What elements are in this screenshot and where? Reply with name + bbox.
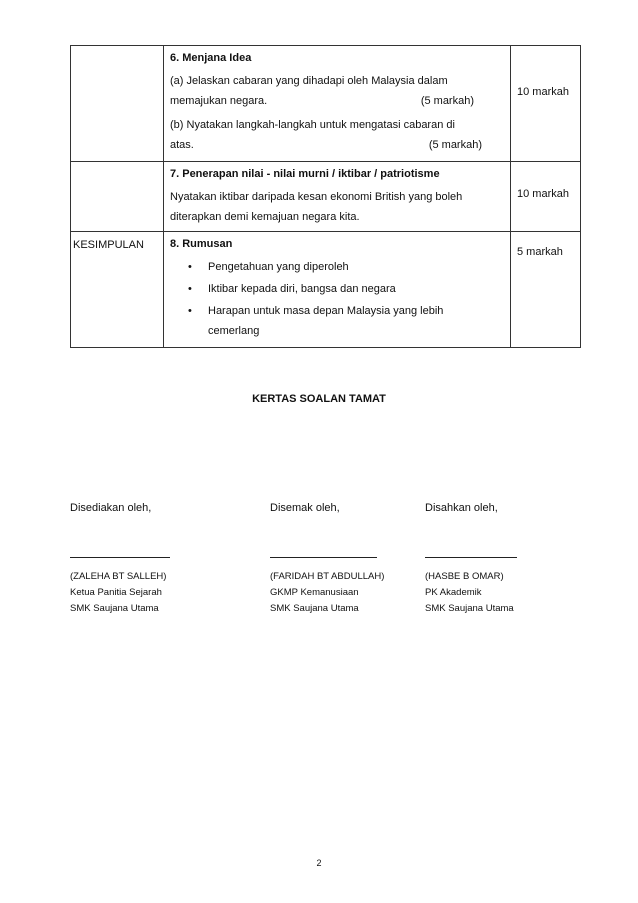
criteria-cell (164, 46, 511, 162)
criteria-heading: 8. Rumusan (170, 238, 233, 250)
bullet-icon: • (188, 305, 192, 317)
signatory-position: PK Akademik (425, 587, 482, 598)
signature-block (425, 502, 517, 614)
list-item: • Harapan untuk masa depan Malaysia yang lebih cemerlang (188, 301, 510, 341)
signature-line (425, 556, 517, 558)
criteria-text: diterapkan demi kemajuan negara kita. (170, 211, 360, 223)
bullet-list (170, 257, 510, 341)
page-number: 2 (316, 858, 322, 868)
list-item: • Iktibar kepada diri, bangsa dan negara (188, 279, 510, 299)
list-item: • Pengetahuan yang diperoleh (188, 257, 510, 277)
sub-marks: (5 markah) (428, 139, 482, 151)
sub-marks: (5 markah) (420, 95, 474, 107)
signature-role: Disemak oleh, (270, 502, 340, 514)
table-row (71, 162, 581, 232)
signatory-school: SMK Saujana Utama (270, 603, 359, 614)
section-label-cell (71, 46, 164, 162)
signature-block (270, 502, 385, 614)
criteria-text: Nyatakan iktibar daripada kesan ekonomi British yang boleh (170, 191, 463, 203)
criteria-text: (b) Nyatakan langkah-langkah untuk mengatasi cabaran di (170, 119, 455, 131)
signatory-name: (FARIDAH BT ABDULLAH) (270, 571, 385, 582)
section-label-cell (71, 162, 164, 232)
signatory-name: (ZALEHA BT SALLEH) (70, 571, 167, 582)
marks-cell: 5 markah (511, 232, 581, 348)
table-row (71, 46, 581, 162)
criteria-text: memajukan negara. (170, 95, 268, 107)
criteria-heading: 7. Penerapan nilai - nilai murni / iktibar / patriotisme (170, 168, 440, 180)
rubric-table (70, 45, 581, 348)
table-row (71, 232, 581, 348)
criteria-text: atas. (170, 139, 194, 151)
bullet-icon: • (188, 283, 192, 295)
criteria-heading: 6. Menjana Idea (170, 52, 252, 64)
signature-role: Disahkan oleh, (425, 502, 498, 514)
signature-role: Disediakan oleh, (70, 502, 152, 514)
criteria-cell (164, 232, 511, 348)
bullet-icon: • (188, 261, 192, 273)
signature-line (70, 556, 170, 558)
criteria-text: (a) Jelaskan cabaran yang dihadapi oleh Malaysia dalam (170, 75, 448, 87)
signature-line (270, 556, 377, 558)
signatory-position: GKMP Kemanusiaan (270, 587, 359, 598)
signatory-school: SMK Saujana Utama (70, 603, 159, 614)
section-label-cell (71, 232, 164, 348)
signatory-name: (HASBE B OMAR) (425, 571, 504, 582)
section-label: KESIMPULAN (73, 239, 144, 251)
marks-cell: 10 markah (511, 162, 581, 232)
marks-cell: 10 markah (511, 46, 581, 162)
signatory-school: SMK Saujana Utama (425, 603, 514, 614)
signature-block (70, 502, 170, 614)
end-of-paper-title: KERTAS SOALAN TAMAT (252, 393, 386, 405)
criteria-cell (164, 162, 511, 232)
signatory-position: Ketua Panitia Sejarah (70, 587, 162, 598)
